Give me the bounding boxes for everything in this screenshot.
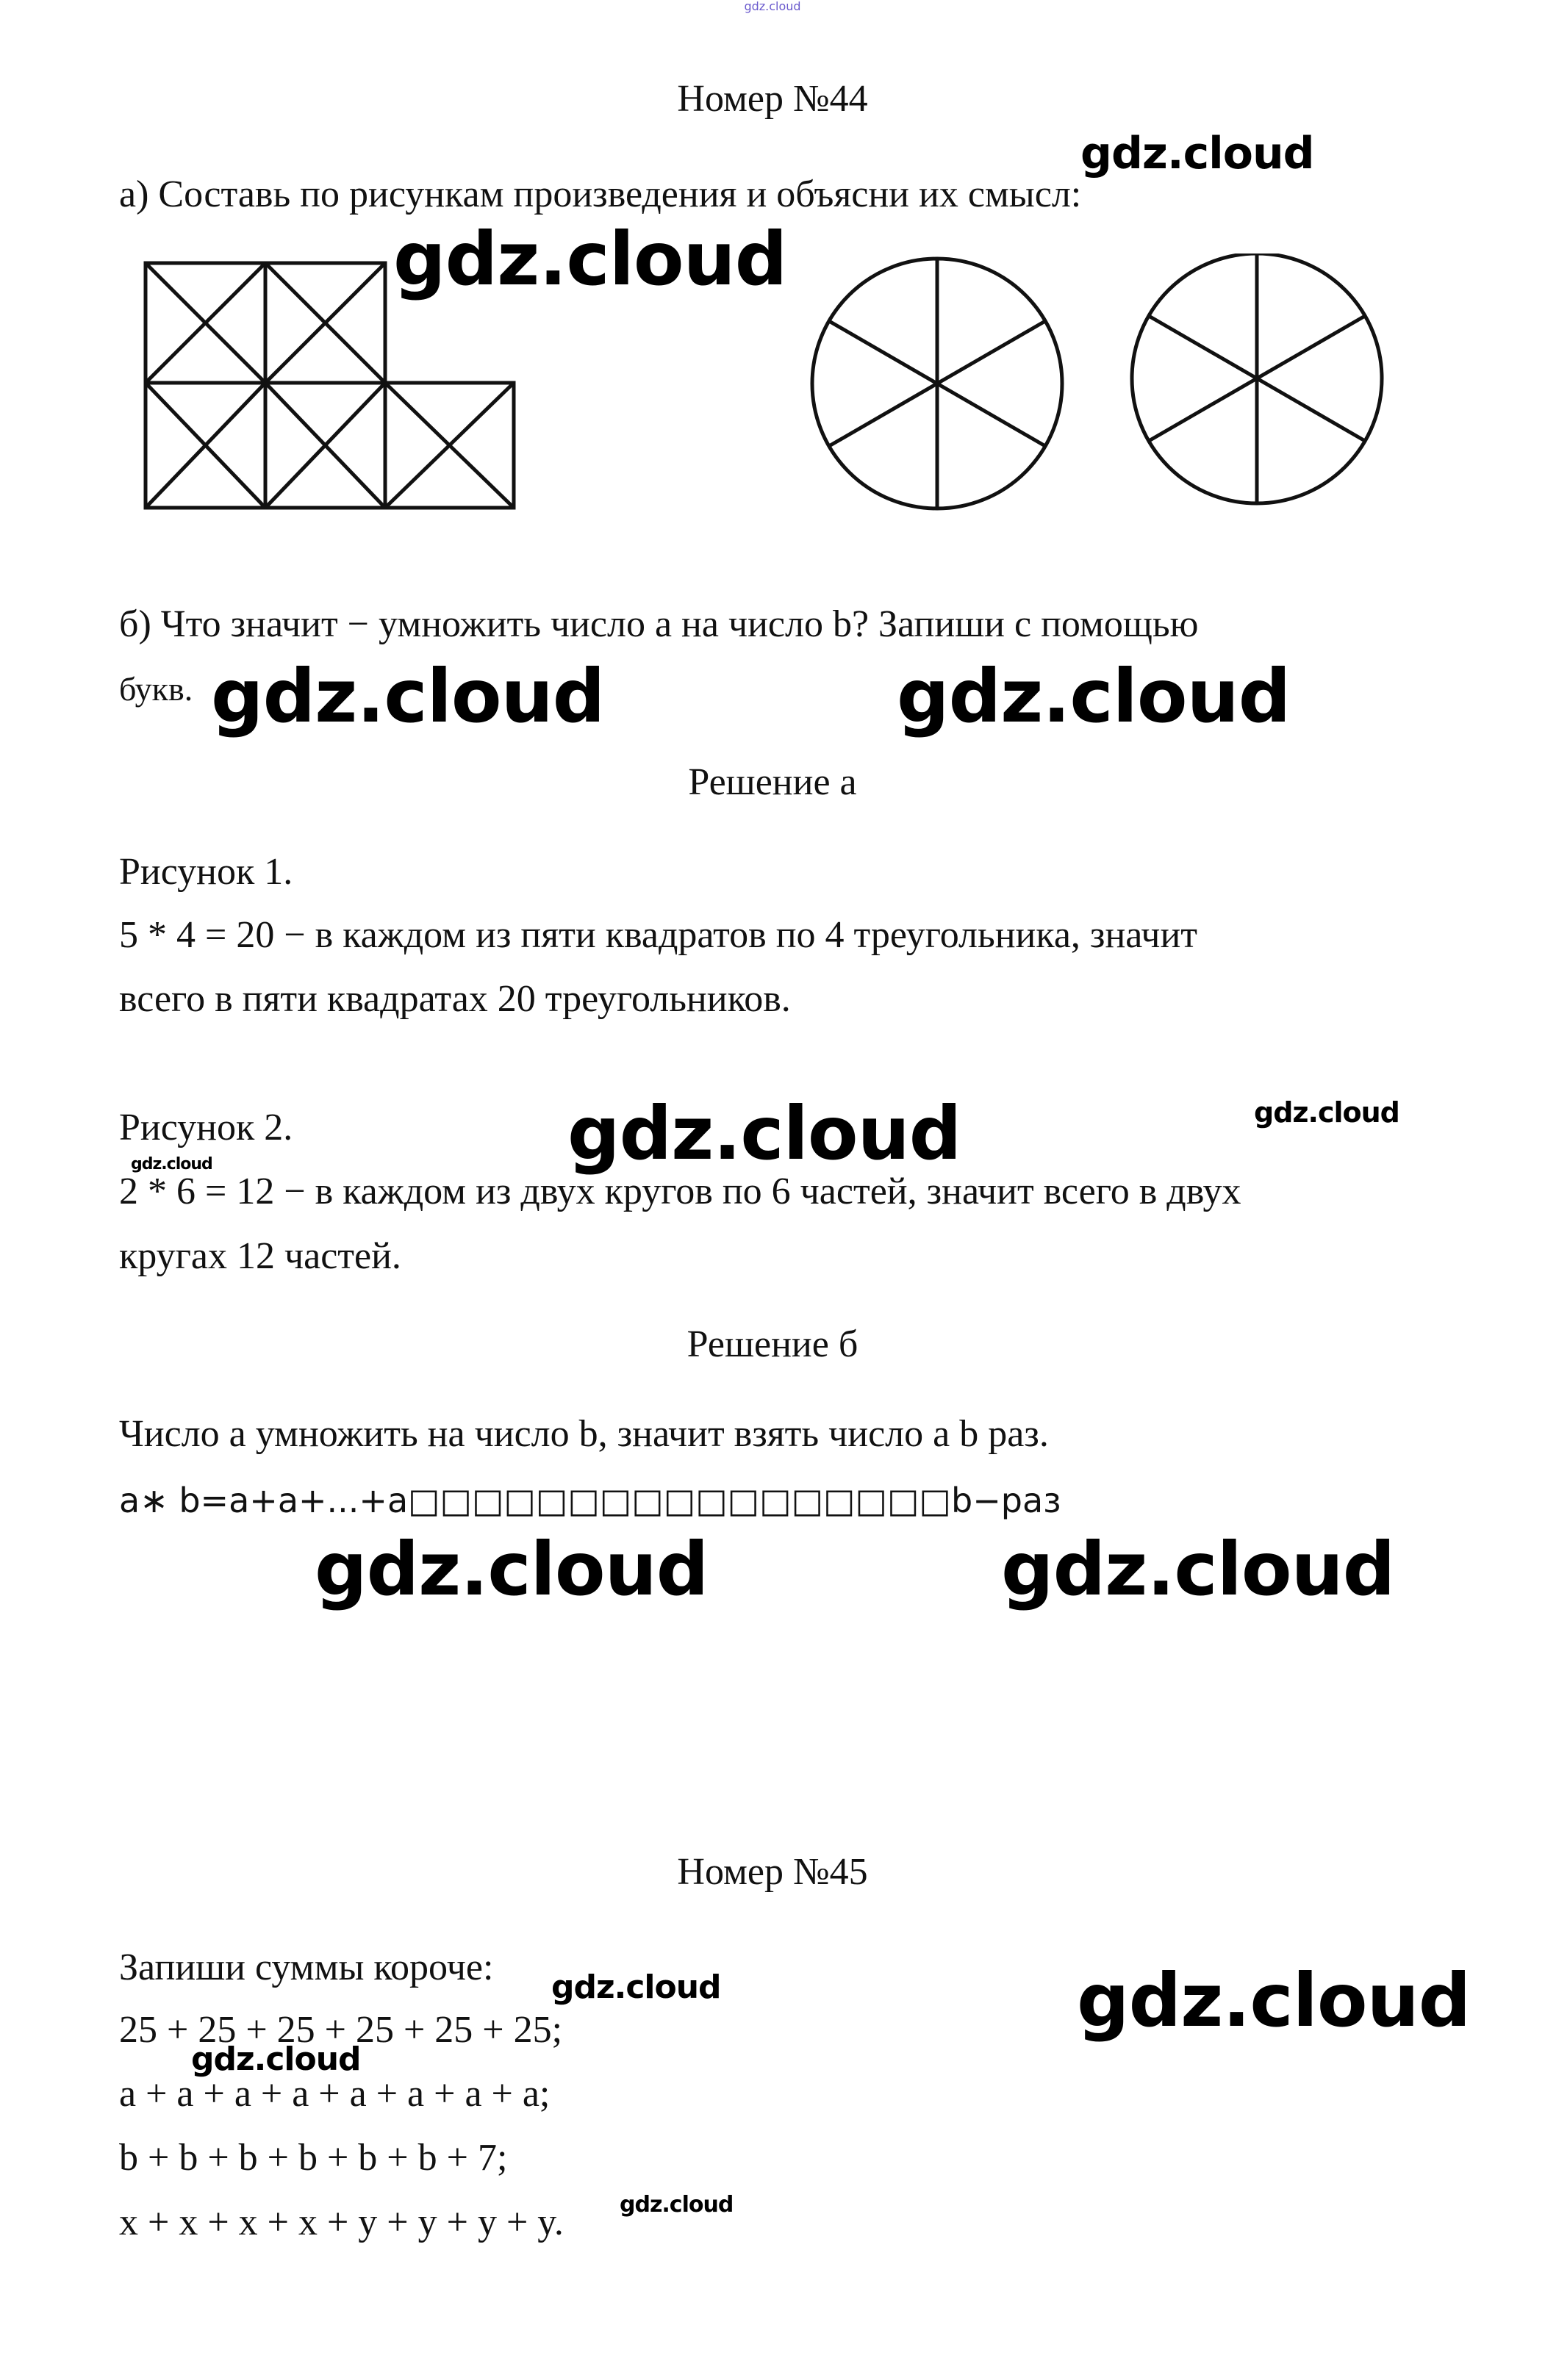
figure1-line2: всего в пяти квадратах 20 треугольников.: [119, 978, 791, 1020]
watermark: gdz.cloud: [131, 1155, 212, 1173]
task45-line-1: 25 + 25 + 25 + 25 + 25 + 25;: [119, 2009, 563, 2051]
watermark: gdz.cloud: [1254, 1096, 1399, 1129]
watermark: gdz.cloud: [567, 1090, 961, 1176]
figure1-line1: 5 * 4 = 20 − в каждом из пяти квадратов по 4 треугольника, значит: [119, 914, 1197, 956]
solution-b-text: Число а умножить на число b, значит взять число а b раз.: [119, 1413, 1049, 1455]
solution-b-title: Решение б: [687, 1323, 858, 1365]
figure2-line2: кругах 12 частей.: [119, 1235, 401, 1277]
task45-title: Номер №45: [677, 1851, 868, 1893]
watermark: gdz.cloud: [315, 1526, 709, 1612]
task45-line-4: x + x + x + x + y + y + y + y.: [119, 2201, 564, 2243]
watermark: gdz.cloud: [1077, 1957, 1471, 2043]
watermark: gdz.cloud: [393, 216, 787, 302]
watermark: gdz.cloud: [1080, 128, 1314, 179]
task45-line-3: b + b + b + b + b + b + 7;: [119, 2137, 508, 2179]
watermark: gdz.cloud: [1001, 1526, 1395, 1612]
watermark: gdz.cloud: [551, 1969, 721, 2006]
task45-prompt: Запиши суммы короче:: [119, 1946, 494, 1988]
watermark: gdz.cloud: [897, 653, 1291, 739]
watermark: gdz.cloud: [620, 2192, 734, 2218]
figure2-circles-diagram: [805, 254, 1393, 518]
top-watermark: gdz.cloud: [744, 0, 801, 13]
task44-part-a: а) Составь по рисункам произведения и объясни их смысл:: [119, 173, 1082, 215]
solution-a-title: Решение а: [688, 761, 857, 803]
task44-title: Номер №44: [677, 78, 868, 120]
figure2-label: Рисунок 2.: [119, 1107, 293, 1148]
task44-part-b-line2: букв.: [119, 670, 193, 708]
figure2-line1: 2 * 6 = 12 − в каждом из двух кругов по 6 частей, значит всего в двух: [119, 1171, 1241, 1212]
watermark: gdz.cloud: [211, 653, 605, 739]
solution-b-formula: a∗ b=a+a+...+a□□□□□□□□□□□□□□□□□b−раз: [119, 1481, 1061, 1520]
figure1-label: Рисунок 1.: [119, 851, 293, 893]
task45-line-2: a + a + a + a + a + a + a + a;: [119, 2073, 551, 2115]
task44-part-b-line1: б) Что значит − умножить число а на число b? Запиши с помощью: [119, 603, 1199, 645]
watermark: gdz.cloud: [191, 2041, 361, 2078]
